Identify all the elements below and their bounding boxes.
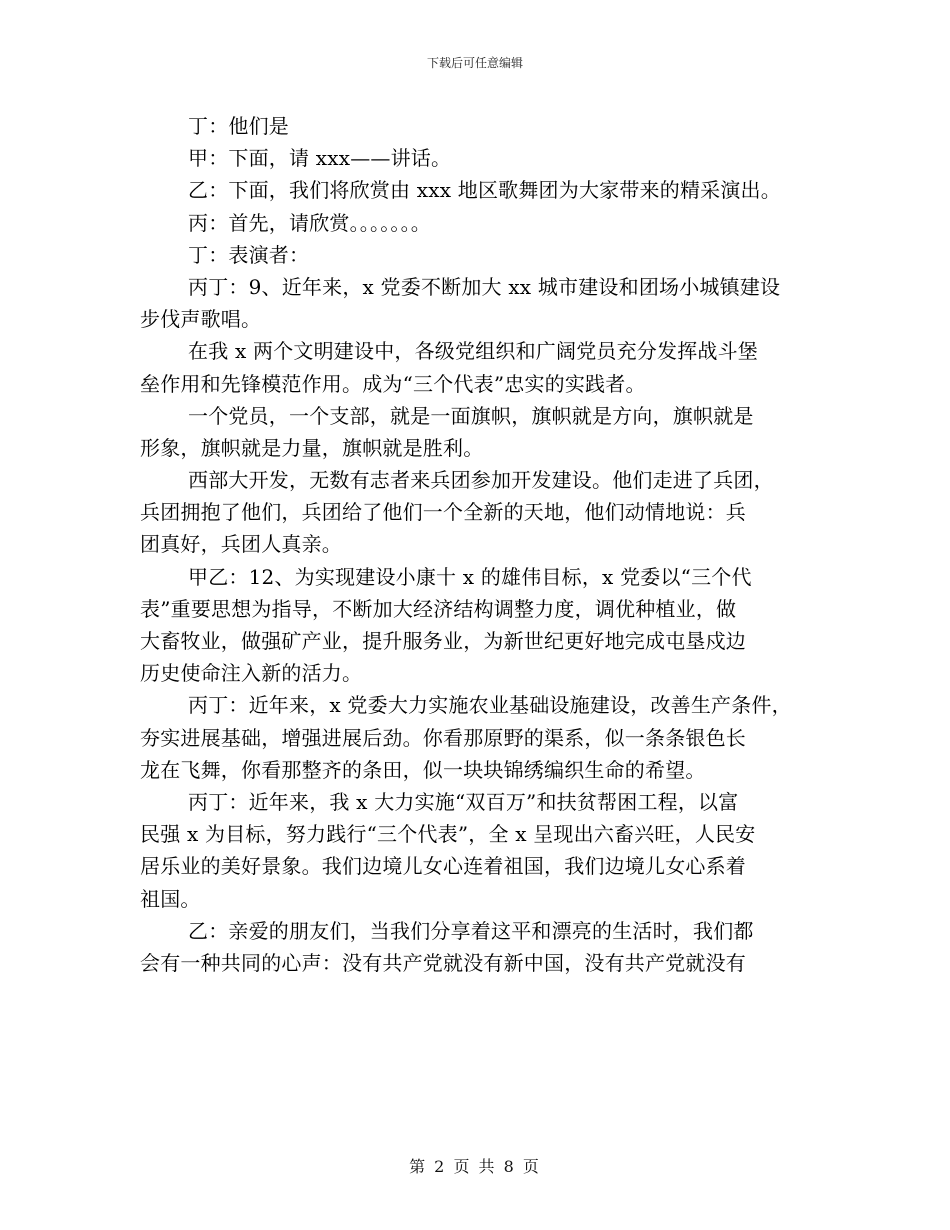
text-line: 民强 x 为目标，努力践行“三个代表”，全 x 呈现出六畜兴旺，人民安: [140, 822, 756, 847]
document-body: [140, 110, 830, 979]
text-line: 祖国。: [140, 886, 201, 911]
page-footer: 第 2 页 共 8 页: [409, 1157, 541, 1176]
text-line: 会有一种共同的心声：没有共产党就没有新中国，没有共产党就没有: [140, 950, 746, 975]
text-line: 乙：下面，我们将欣赏由 xxx 地区歌舞团为大家带来的精采演出。: [188, 178, 781, 203]
text-line: 夯实进展基础，增强进展后劲。你看那原野的渠系，似一条条银色长: [140, 725, 746, 750]
text-line: 垒作用和先锋模范作用。成为“三个代表”忠实的实践者。: [140, 371, 646, 396]
text-line: 甲：下面，请 xxx——讲话。: [188, 146, 452, 171]
text-line: 形象，旗帜就是力量，旗帜就是胜利。: [140, 435, 484, 460]
text-line: 居乐业的美好景象。我们边境儿女心连着祖国，我们边境儿女心系着: [140, 854, 746, 879]
text-line: 丙：首先，请欣赏。。。。。。。: [188, 210, 431, 235]
text-line: 在我 x 两个文明建设中，各级党组织和广阔党员充分发挥战斗堡: [188, 339, 758, 364]
text-line: 团真好，兵团人真亲。: [140, 532, 342, 557]
text-line: 表”重要思想为指导，不断加大经济结构调整力度，调优种植业，做: [140, 596, 737, 621]
page-header: 下载后可任意编辑: [426, 56, 523, 70]
text-line: 龙在飞舞，你看那整齐的条田，似一块块锦绣编织生命的希望。: [140, 757, 706, 782]
text-line: 西部大开发，无数有志者来兵团参加开发建设。他们走进了兵团，: [188, 468, 774, 493]
text-line: 一个党员，一个支部，就是一面旗帜，旗帜就是方向，旗帜就是: [188, 403, 754, 428]
text-line: 丁：他们是: [188, 114, 289, 138]
text-line: 甲乙：12、为实现建设小康十 x 的雄伟目标，x 党委以“三个代: [188, 564, 752, 589]
text-line: 丙丁：9、近年来，x 党委不断加大 xx 城市建设和团场小城镇建设: [188, 274, 781, 299]
text-line: 兵团拥抱了他们，兵团给了他们一个全新的天地，他们动情地说：兵: [140, 500, 746, 525]
text-line: 步伐声歌唱。: [140, 307, 262, 332]
text-line: 乙：亲爱的朋友们，当我们分享着这平和漂亮的生活时，我们都: [188, 918, 754, 943]
text-line: 丙丁：近年来，x 党委大力实施农业基础设施建设，改善生产条件，: [188, 693, 792, 718]
text-line: 丁：表演者：: [188, 242, 310, 267]
text-line: 大畜牧业，做强矿产业，提升服务业，为新世纪更好地完成屯垦戍边: [140, 629, 746, 653]
text-line: 丙丁：近年来，我 x 大力实施“双百万”和扶贫帮困工程，以富: [188, 789, 739, 814]
text-line: 历史使命注入新的活力。: [140, 661, 363, 686]
